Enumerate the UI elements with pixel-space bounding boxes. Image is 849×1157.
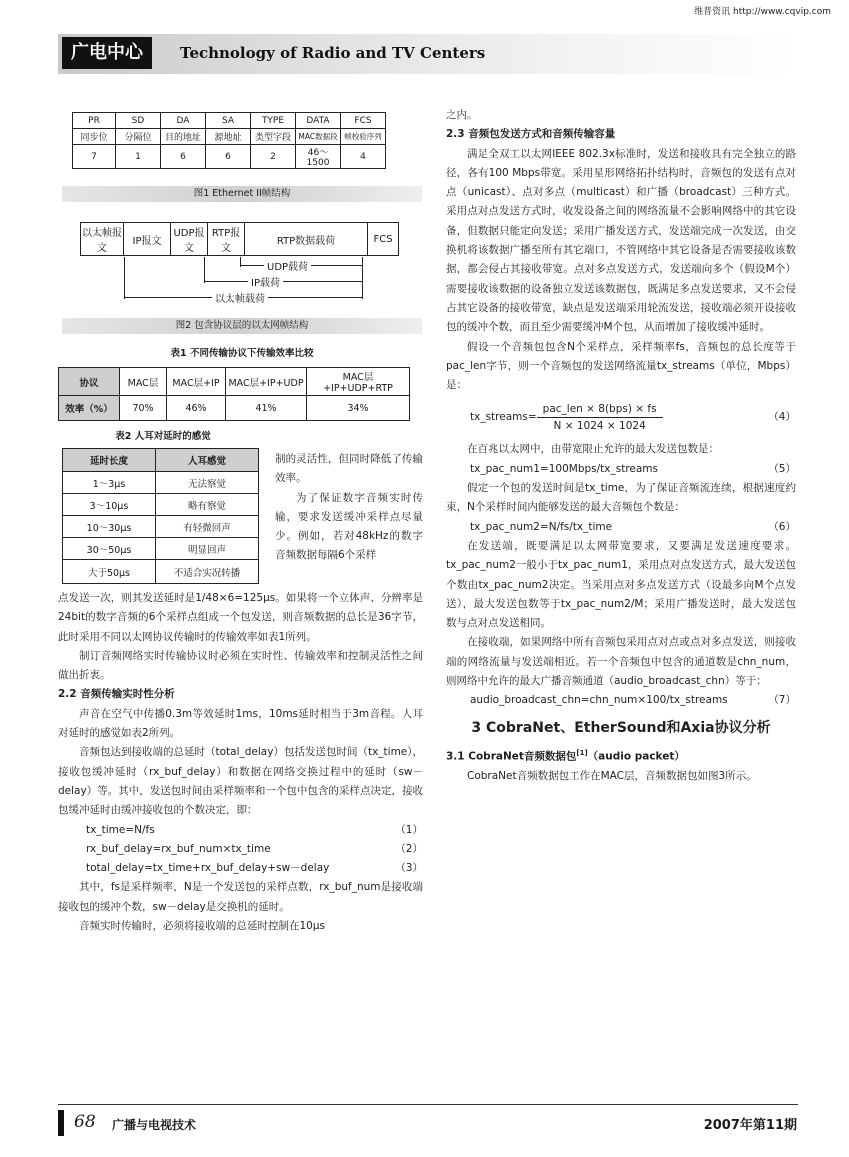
ip-payload-label: IP载荷 [248, 274, 283, 289]
fig1-cell: PR [73, 113, 116, 129]
fig1-cell: DA [161, 113, 206, 129]
equation-number: （5） [768, 462, 796, 475]
paragraph: 在接收端，如果网络中所有音频包采用点对点或点对多点发送，则接收端的网络流量与发送端相近。若一个音频包中包含的通道数是chn_num，则网络中允许的最大广播音频通道（audio_broadcast_chn）等于： [446, 636, 796, 688]
equation-number: （4） [768, 411, 796, 424]
fig1-cell: 1 [116, 145, 161, 169]
watermark-text: 维普资讯 http://www.cqvip.com [694, 7, 831, 17]
fig2-cell: RTP数据载荷 [245, 223, 368, 256]
protocol-frame-table [80, 222, 399, 256]
fig1-cell: MAC数据段 [296, 129, 341, 145]
bracket-tick [240, 257, 241, 267]
table1-header-cell: MAC层+IP+UDP+RTP [307, 368, 410, 396]
fig1-cell: 分隔位 [116, 129, 161, 145]
table1-cell: 效率（%） [59, 396, 120, 421]
equation: rx_buf_delay=rx_buf_num×tx_time [86, 842, 271, 855]
fraction-numerator: pac_len × 8(bps) × fs [537, 401, 663, 418]
section-label: 广电中心 [62, 37, 152, 69]
equation-lhs: tx_streams= [470, 411, 537, 424]
paragraph: 假定一个包的发送时间是tx_time，为了保证音频流连续，根据速度约束，N个采样时间内能够发送的最大音频包个数是： [446, 482, 796, 514]
equation-2 [58, 840, 423, 859]
fig1-cell: SA [206, 113, 251, 129]
equation: tx_time=N/fs [86, 823, 155, 836]
equation-number: （2） [395, 842, 423, 855]
equation-number: （6） [768, 520, 796, 533]
table-2-caption: 表2 人耳对延时的感觉 [115, 431, 211, 442]
fig1-cell: 6 [161, 145, 206, 169]
paragraph: 之内。 [446, 109, 478, 121]
section-heading: 2.3 音频包发送方式和音频传输容量 [446, 128, 616, 141]
paragraph: 声音在空气中传播0.3m等效延时1ms，10ms延时相当于3m音程。人耳对延时的感觉如表2所列。 [58, 707, 423, 740]
footer-rule [58, 1104, 798, 1105]
figure-1-caption: 图1 Ethernet II帧结构 [62, 186, 422, 202]
ethernet-frame-table [72, 112, 386, 169]
equation-number: （1） [395, 823, 423, 836]
fig1-cell: FCS [341, 113, 386, 129]
equation-4 [470, 401, 796, 434]
fig1-cell: 同步位 [73, 129, 116, 145]
paragraph: 满足全双工以太网IEEE 802.3x标准时，发送和接收具有完全独立的路径，各有100 Mbps带宽。采用星形网络拓扑结构时，音频包的发送有点对点（unicast）、点对多点（multicast）和广播（broadcast）三种方式。采用点对点发送方式时，收发设备之间的网络流量不会影响网络中的其它设备，但数据只能定向发送；采用广播发送方式，发送端完成一次发送，由交换机将该数据广播至所有其它端口，不管网络中其它设备是否需要接收该数据，都会侵占其接收带宽。点对多点发送方式，发送端向多个（假设M个）需要接收该数据的设备独立发送该数据包，既满足多点发送要求，又不会侵占其它设备的接收带宽，缺点是发送端采用轮流发送，接收端必须开设接收包的缓冲个数，而且至少需要缓冲M个包，从而增加了接收缓冲延时。 [446, 147, 796, 334]
section-heading: 2.2 音频传输实时性分析 [58, 688, 175, 701]
subsection-title-tail: （audio packet） [587, 750, 685, 763]
equation-7 [446, 691, 796, 710]
figure-1 [72, 112, 386, 169]
equation: audio_broadcast_chn=chn_num×100/tx_streams [470, 694, 728, 707]
udp-payload-label: UDP载荷 [264, 258, 311, 273]
eth-payload-label: 以太帧载荷 [212, 290, 268, 305]
fig1-cell: 7 [73, 145, 116, 169]
paragraph: 为了保证数字音频实时传输，要求发送缓冲采样点尽量少。例如，若对48kHz的数字音频数据每隔6个采样 [275, 491, 423, 562]
left-column [58, 589, 423, 936]
table1-header-cell: MAC层+IP [167, 368, 226, 396]
page-number: 68 [74, 1112, 96, 1132]
table2-cell: 大于50μs [63, 560, 156, 584]
fig2-cell: 以太帧报文 [81, 223, 124, 256]
ip-payload-line [204, 281, 362, 282]
bracket-tick [204, 257, 205, 283]
fig1-cell: 目的地址 [161, 129, 206, 145]
table2-cell: 30～50μs [63, 538, 156, 560]
paragraph: CobraNet音频数据包工作在MAC层，音频数据包如图3所示。 [467, 769, 757, 782]
fig1-cell: 源地址 [206, 129, 251, 145]
issue-label: 2007年第11期 [703, 1118, 797, 1133]
footer-bar [58, 1110, 64, 1136]
equation-number: （7） [768, 694, 796, 707]
table2-cell: 10～30μs [63, 516, 156, 538]
paragraph: 音频实时传输时，必须将接收端的总延时控制在10μs [79, 920, 326, 933]
reference-mark: [1] [576, 748, 588, 757]
right-column [446, 106, 796, 786]
figure-2 [80, 222, 399, 256]
equation: tx_pac_num2=N/fs/tx_time [470, 520, 613, 533]
fig1-cell: 4 [341, 145, 386, 169]
efficiency-table [58, 367, 410, 421]
fig1-cell: 2 [251, 145, 296, 169]
table1-cell: 34% [307, 396, 410, 421]
table2-cell: 1～3μs [63, 472, 156, 494]
fig1-cell: 46～1500 [296, 145, 341, 169]
paragraph: 音频包达到接收端的总延时（total_delay）包括发送包时间（tx_time），接收包缓冲延时（rx_buf_delay）和数据在网络交换过程中的延时（sw－delay）等。其中，发送包时间由采样频率和一个包中包含的采样点决定，接收包缓冲延时由缓冲接收包的个数决定，即： [58, 746, 424, 817]
fig1-cell: SD [116, 113, 161, 129]
table1-header-cell: 协议 [59, 368, 120, 396]
table1-cell: 46% [167, 396, 226, 421]
table1-cell: 41% [226, 396, 307, 421]
paragraph: 假设一个音频包包含N个采样点，采样频率fs，音频包的总长度等于pac_len字节，则一个音频包的发送网络流量tx_streams（单位，Mbps）是： [446, 340, 796, 392]
table2-header-cell: 延时长度 [63, 449, 156, 472]
table1-header-cell: MAC层+IP+UDP [226, 368, 307, 396]
delay-perception-table [62, 448, 259, 584]
section-title-en: Technology of Radio and TV Centers [180, 44, 486, 62]
fig2-cell: UDP报文 [171, 223, 208, 256]
beside-table-text [275, 450, 423, 566]
paragraph: 在百兆以太网中，由带宽限止允许的最大发送包数是： [467, 443, 719, 456]
fig1-cell: TYPE [251, 113, 296, 129]
journal-name: 广播与电视技术 [112, 1118, 197, 1132]
table2-cell: 不适合实况转播 [156, 560, 259, 584]
fig1-cell: 帧校验序列 [341, 129, 386, 145]
fraction-denominator: N × 1024 × 1024 [553, 420, 646, 433]
subsection-heading [446, 744, 796, 767]
table1-header-cell: MAC层 [120, 368, 167, 396]
table2-cell: 有轻微回声 [156, 516, 259, 538]
table2-cell: 无法察觉 [156, 472, 259, 494]
table2-cell: 3～10μs [63, 494, 156, 516]
equation: tx_pac_num1=100Mbps/tx_streams [470, 462, 659, 475]
fraction [537, 401, 663, 434]
table2-cell: 明显回声 [156, 538, 259, 560]
table2-cell: 略有察觉 [156, 494, 259, 516]
table-1-caption: 表1 不同传输协议下传输效率比较 [170, 348, 314, 359]
paragraph: 在发送端，既要满足以太网带宽要求，又要满足发送速度要求。tx_pac_num2一般小于tx_pac_num1，采用点对点发送方式，最大发送包个数由tx_pac_num2决定。当采用点对多点发送方式（设最多向M个点发送），最大发送包数等于tx_pac_num2/M；采用广播发送时，最大发送包数与点对点发送相同。 [446, 539, 796, 630]
equation-5 [446, 460, 796, 479]
fig2-cell: RTP报文 [208, 223, 245, 256]
paragraph: 制订音频网络实时传输协议时必须在实时性、传输效率和控制灵活性之间做出折衷。 [58, 649, 423, 682]
table-1 [58, 367, 410, 421]
table2-header-cell: 人耳感觉 [156, 449, 259, 472]
figure-2-caption: 图2 包含协议层的以太网帧结构 [62, 318, 422, 334]
fig1-cell: 6 [206, 145, 251, 169]
paragraph: 其中，fs是采样频率，N是一个发送包的采样点数，rx_buf_num是接收端接收包的缓冲个数，sw－delay是交换机的延时。 [58, 881, 423, 913]
table1-cell: 70% [120, 396, 167, 421]
equation-number: （3） [395, 862, 423, 875]
fig1-cell: 类型字段 [251, 129, 296, 145]
subsection-title: 3.1 CobraNet音频数据包 [446, 750, 577, 763]
equation-1 [58, 821, 423, 840]
fig1-cell: DATA [296, 113, 341, 129]
table-2 [62, 448, 259, 584]
paragraph: 制的灵活性，但同时降低了传输效率。 [275, 453, 423, 485]
fig2-cell: IP报文 [124, 223, 171, 256]
equation-6 [446, 518, 796, 537]
chapter-heading: 3 CobraNet、EtherSound和Axia协议分析 [471, 719, 771, 736]
fig2-cell: FCS [368, 223, 399, 256]
equation-3 [58, 859, 423, 878]
bracket-tick [124, 257, 125, 299]
bracket-tick [362, 265, 363, 299]
equation: total_delay=tx_time+rx_buf_delay+sw－delay [86, 862, 330, 875]
paragraph: 点发送一次，则其发送延时是1/48×6=125μs。如果将一个立体声、分辨率是24bit的数字音频的6个采样点组成一个包发送，则音频数据的总长是36字节，此时采用不同以太网协议传输时的传输效率如表1所列。 [58, 592, 423, 643]
